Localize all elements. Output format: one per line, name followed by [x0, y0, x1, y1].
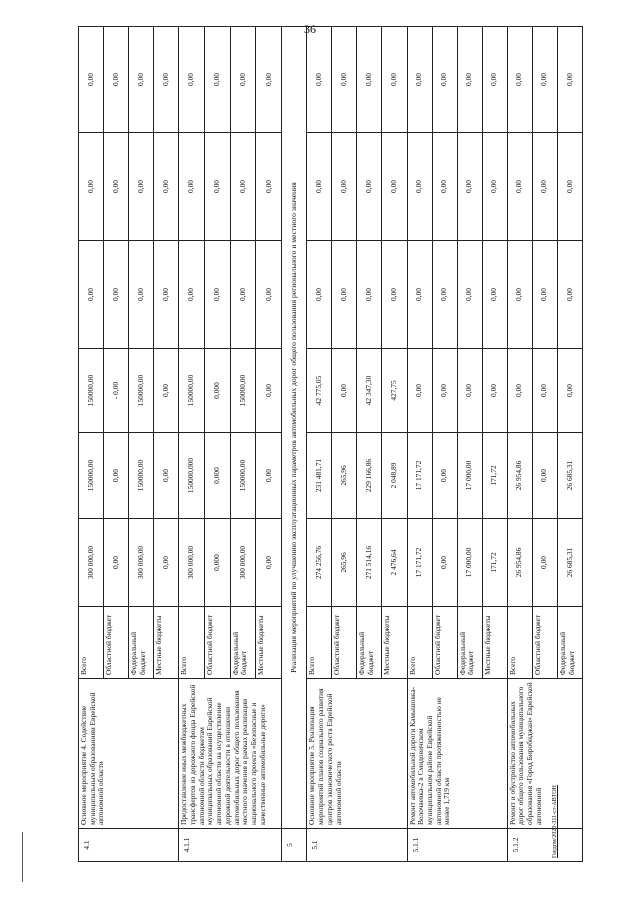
amount-cell: 231 481,71	[307, 433, 332, 519]
table-row	[407, 27, 432, 862]
amount-cell: 26 954,86	[507, 433, 532, 519]
amount-cell: 0,00	[104, 433, 129, 519]
funding-source: Всего	[179, 607, 205, 679]
amount-cell: 0,00	[154, 27, 179, 133]
amount-cell: 0,00	[457, 349, 482, 433]
amount-cell: 150000,00	[79, 349, 104, 433]
amount-cell: 150000,00	[230, 433, 256, 519]
row-code: 4.1	[79, 829, 179, 862]
funding-source: Всего	[79, 607, 104, 679]
amount-cell: 0,00	[532, 27, 557, 133]
funding-source: Областной бюджет	[104, 607, 129, 679]
amount-cell: 26 685,31	[557, 433, 582, 519]
amount-cell: 0,00	[382, 27, 407, 133]
amount-cell: 0,00	[507, 133, 532, 241]
amount-cell: 0,00	[432, 133, 457, 241]
funding-source: Областной бюджет	[332, 607, 357, 679]
amount-cell: 0,00	[230, 133, 256, 241]
amount-cell: 0,00	[407, 133, 432, 241]
amount-cell: 0,00	[79, 241, 104, 349]
table-row	[282, 27, 307, 862]
measure-name: Основное мероприятие 4. Содействие муниципальным образованиям Еврейской автономной области	[79, 679, 179, 829]
amount-cell: 0,00	[457, 133, 482, 241]
rotated-table-wrapper	[78, 27, 583, 862]
funding-source: Федеральный бюджет	[357, 607, 382, 679]
amount-cell: 0,00	[532, 133, 557, 241]
margin-line	[22, 832, 23, 882]
amount-cell: 0,00	[382, 133, 407, 241]
amount-cell: 0,000	[204, 349, 230, 433]
amount-cell: 0,00	[482, 349, 507, 433]
amount-cell: 0,00	[407, 349, 432, 433]
funding-source: Федеральный бюджет	[457, 607, 482, 679]
amount-cell: 171,72	[482, 433, 507, 519]
amount-cell: 150000,00	[79, 433, 104, 519]
amount-cell: 0,00	[179, 133, 205, 241]
amount-cell: 0,00	[557, 27, 582, 133]
amount-cell: 0,00	[432, 349, 457, 433]
amount-cell: 0,00	[407, 241, 432, 349]
amount-cell: 300 000,00	[179, 519, 205, 607]
measure-name: Ремонт автомобильной дороги Камышовка-Волочаевка-2 в Смидовичском муниципальном районе Еврейской автономной области протяженностью не менее 1,719 км	[407, 679, 507, 829]
amount-cell: 0,00	[307, 27, 332, 133]
amount-cell: 0,00	[154, 349, 179, 433]
amount-cell: 0,00	[357, 133, 382, 241]
measure-name: Ремонт и обустройство автомобильных дорог общего пользования муниципального образования «Город Биробиджан» Еврейской автономной	[507, 679, 582, 829]
amount-cell: 150000,00	[230, 349, 256, 433]
amount-cell: 0,00	[357, 27, 382, 133]
amount-cell: 0,00	[256, 133, 282, 241]
amount-cell: 0,00	[104, 133, 129, 241]
table-row	[79, 27, 104, 862]
amount-cell: 42 775,05	[307, 349, 332, 433]
funding-source: Местные бюджеты	[482, 607, 507, 679]
amount-cell: 0,00	[256, 433, 282, 519]
amount-cell: 0,000	[204, 519, 230, 607]
amount-cell: 0,00	[154, 433, 179, 519]
amount-cell: 0,00	[332, 349, 357, 433]
amount-cell: 0,00	[532, 241, 557, 349]
page-number: 36	[304, 22, 316, 36]
amount-cell: 0,00	[256, 349, 282, 433]
amount-cell: 0,00	[154, 519, 179, 607]
amount-cell: 0,00	[482, 27, 507, 133]
amount-cell: 0,00	[507, 241, 532, 349]
amount-cell: 26 954,86	[507, 519, 532, 607]
amount-cell: 0,00	[482, 133, 507, 241]
amount-cell: 2 476,64	[382, 519, 407, 607]
amount-cell: 274 256,76	[307, 519, 332, 607]
amount-cell: 0,00	[104, 27, 129, 133]
amount-cell: 265,96	[332, 433, 357, 519]
amount-cell: 0,00	[129, 241, 154, 349]
amount-cell: 0,00	[457, 27, 482, 133]
amount-cell: 0,00	[154, 241, 179, 349]
amount-cell: 300 000,00	[230, 519, 256, 607]
amount-cell: 150000,000	[179, 433, 205, 519]
amount-cell: 17 000,00	[457, 433, 482, 519]
amount-cell: 0,00	[129, 133, 154, 241]
funding-source: Федеральный бюджет	[129, 607, 154, 679]
row-code: 4.1.1	[179, 829, 282, 862]
funding-source: Всего	[407, 607, 432, 679]
row-code: 5.1.1	[407, 829, 507, 862]
funding-source: Местные бюджеты	[256, 607, 282, 679]
amount-cell: 150000,00	[129, 349, 154, 433]
amount-cell: 265,96	[332, 519, 357, 607]
amount-cell: 0,00	[357, 241, 382, 349]
amount-cell: 17 000,00	[457, 519, 482, 607]
table-row	[179, 27, 205, 862]
amount-cell: 0,00	[407, 27, 432, 133]
amount-cell: 0,00	[179, 241, 205, 349]
amount-cell: 0,00	[179, 27, 205, 133]
amount-cell: 0,00	[307, 241, 332, 349]
amount-cell: 17 171,72	[407, 433, 432, 519]
table-body	[79, 27, 583, 862]
amount-cell: 0,00	[432, 241, 457, 349]
amount-cell: 0,00	[457, 241, 482, 349]
funding-source: Всего	[507, 607, 532, 679]
amount-cell: 300 000,00	[79, 519, 104, 607]
funding-source: Областной бюджет	[432, 607, 457, 679]
funding-source: Федеральный бюджет	[557, 607, 582, 679]
funding-source: Местные бюджеты	[154, 607, 179, 679]
amount-cell: 0,00	[557, 241, 582, 349]
amount-cell: 271 514,16	[357, 519, 382, 607]
amount-cell: 0,00	[256, 519, 282, 607]
amount-cell: 0,00	[482, 241, 507, 349]
amount-cell: 0,00	[104, 519, 129, 607]
amount-cell: 0,00	[557, 349, 582, 433]
funding-source: Областной бюджет	[532, 607, 557, 679]
amount-cell: 0,00	[507, 349, 532, 433]
amount-cell: 0,00	[79, 133, 104, 241]
amount-cell: 0,00	[332, 241, 357, 349]
amount-cell: 300 000,00	[129, 519, 154, 607]
amount-cell: 0,00	[230, 241, 256, 349]
amount-cell: 2 048,89	[382, 433, 407, 519]
amount-cell: 0,00	[256, 27, 282, 133]
table-row	[507, 27, 532, 862]
amount-cell: 0,00	[204, 241, 230, 349]
document-stamp: Гоедпм/2020-311-ст-АВТОН	[552, 785, 558, 858]
row-code: 5.1.2	[507, 829, 582, 862]
amount-cell: 0,00	[532, 349, 557, 433]
amount-cell: 0,00	[154, 133, 179, 241]
amount-cell: 0,00	[532, 433, 557, 519]
funding-source: Федеральный бюджет	[230, 607, 256, 679]
row-code: 5.1	[307, 829, 407, 862]
amount-cell: 0,00	[204, 133, 230, 241]
funding-source: Областной бюджет	[204, 607, 230, 679]
amount-cell: 0,00	[307, 133, 332, 241]
amount-cell: 229 166,86	[357, 433, 382, 519]
funding-source: Всего	[307, 607, 332, 679]
amount-cell: 0,00	[432, 27, 457, 133]
amount-cell: 0,00	[104, 241, 129, 349]
amount-cell: 150000,00	[179, 349, 205, 433]
amount-cell: 0,00	[230, 27, 256, 133]
amount-cell: 0,00	[332, 133, 357, 241]
measure-name: Основное мероприятие 5. Реализация мероприятий планов социального развития центров экономического роста Еврейской автономной области	[307, 679, 407, 829]
row-code: 5	[282, 829, 307, 862]
amount-cell: - 0,00	[104, 349, 129, 433]
amount-cell: 0,00	[129, 27, 154, 133]
section-title: Реализация мероприятий по улучшению эксплуатационных параметров автомобильных дорог общего пользования регионального и местного значения	[282, 27, 307, 829]
amount-cell: 171,72	[482, 519, 507, 607]
amount-cell: 0,00	[532, 519, 557, 607]
amount-cell: 17 171,72	[407, 519, 432, 607]
amount-cell: 0,00	[507, 27, 532, 133]
amount-cell: 42 347,30	[357, 349, 382, 433]
budget-table	[78, 26, 583, 862]
amount-cell: 0,00	[332, 27, 357, 133]
amount-cell: 0,00	[204, 27, 230, 133]
funding-source: Местные бюджеты	[382, 607, 407, 679]
amount-cell: 0,00	[256, 241, 282, 349]
amount-cell: 0,00	[557, 133, 582, 241]
amount-cell: 427,75	[382, 349, 407, 433]
amount-cell: 0,000	[204, 433, 230, 519]
amount-cell: 0,00	[382, 241, 407, 349]
measure-name: Предоставление иных межбюджетных трансфертов из дорожного фонда Еврейской автономной области бюджетам муниципальных образований Еврейской автономной области на осуществление дорожной деятельности в отношении автомобильных дорог общего пользования местного значения в рамках реализации национального проекта «Безопасные и качественные автомобильные дороги»	[179, 679, 282, 829]
amount-cell: 0,00	[432, 519, 457, 607]
amount-cell: 0,00	[432, 433, 457, 519]
amount-cell: 150000,00	[129, 433, 154, 519]
table-row	[307, 27, 332, 862]
amount-cell: 0,00	[79, 27, 104, 133]
amount-cell: 26 685,31	[557, 519, 582, 607]
